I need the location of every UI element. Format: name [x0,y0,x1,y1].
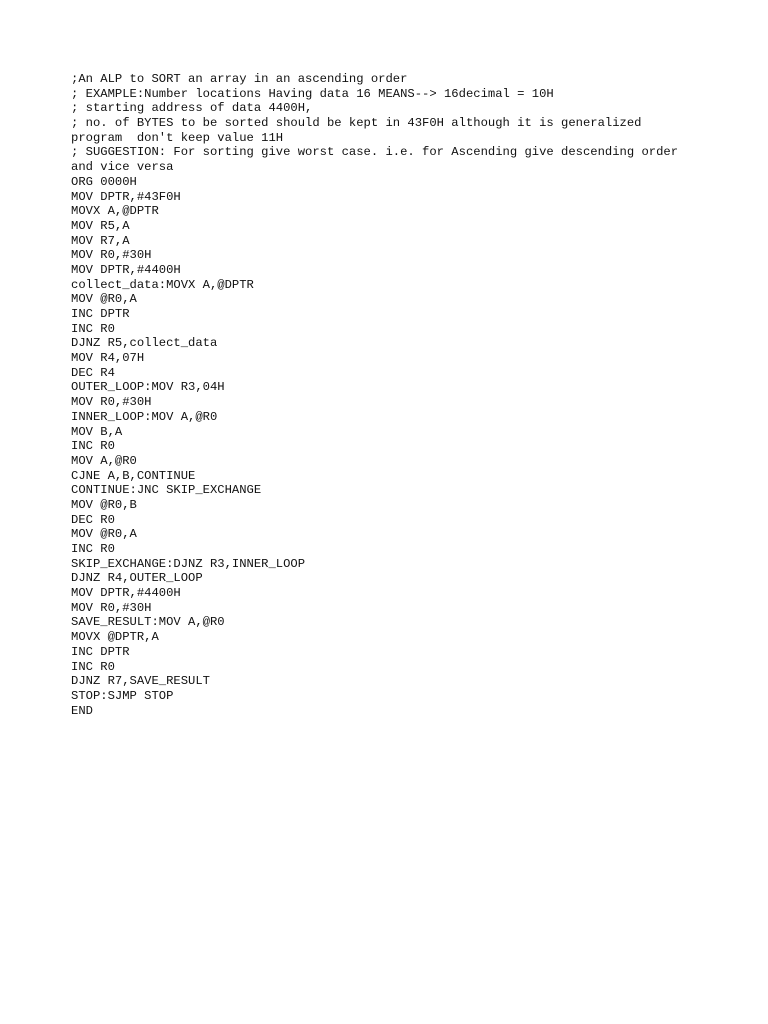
code-line: CONTINUE:JNC SKIP_EXCHANGE [71,483,262,498]
code-line: CJNE A,B,CONTINUE [71,468,196,483]
code-line: INNER_LOOP:MOV A,@R0 [71,409,218,424]
code-line: MOV R7,A [71,233,130,248]
code-line: MOV B,A [71,424,123,439]
code-line: MOV @R0,A [71,292,137,307]
code-line: SKIP_EXCHANGE:DJNZ R3,INNER_LOOP [71,556,306,571]
code-line: SAVE_RESULT:MOV A,@R0 [71,615,225,630]
code-line: STOP:SJMP STOP [71,688,174,703]
code-line: MOV A,@R0 [71,453,137,468]
code-line: collect_data:MOVX A,@DPTR [71,277,254,292]
code-line: DJNZ R5,collect_data [71,336,218,351]
code-line: ; EXAMPLE:Number locations Having data 16 MEANS--> 16decimal = 10H [71,86,554,101]
code-line: OUTER_LOOP:MOV R3,04H [71,380,225,395]
assembly-code-listing [71,72,731,718]
code-line: ;An ALP to SORT an array in an ascending order [71,72,408,86]
code-line: MOV R0,#30H [71,248,152,263]
code-line: MOV R5,A [71,218,130,233]
code-line: ; no. of BYTES to be sorted should be kept in 43F0H although it is generalized [71,116,642,131]
code-line: DJNZ R4,OUTER_LOOP [71,571,203,586]
code-line: MOV DPTR,#4400H [71,262,181,277]
code-line: MOV DPTR,#43F0H [71,189,181,204]
code-line: ; SUGGESTION: For sorting give worst case. i.e. for Ascending give descending order [71,145,679,160]
code-line: and vice versa [71,160,174,175]
code-line: MOV R4,07H [71,351,145,366]
code-line: INC R0 [71,659,115,674]
code-line: INC DPTR [71,307,130,321]
code-line: MOV R0,#30H [71,600,152,615]
code-line: MOVX @DPTR,A [71,630,159,645]
code-line: DEC R0 [71,512,115,527]
code-line: DJNZ R7,SAVE_RESULT [71,674,210,689]
code-line: MOV @R0,B [71,497,137,512]
code-line: ORG 0000H [71,174,137,189]
code-line: INC R0 [71,542,115,556]
code-line: INC R0 [71,439,115,454]
code-line: MOVX A,@DPTR [71,204,159,219]
code-line: END [71,703,93,718]
code-line: MOV DPTR,#4400H [71,586,181,601]
code-line: INC DPTR [71,644,130,659]
code-line: MOV R0,#30H [71,395,152,410]
code-line: MOV @R0,A [71,527,137,542]
code-line: program don't keep value 11H [71,130,284,145]
code-line: DEC R4 [71,365,115,380]
code-line: INC R0 [71,321,115,336]
code-line: ; starting address of data 4400H, [71,101,313,116]
